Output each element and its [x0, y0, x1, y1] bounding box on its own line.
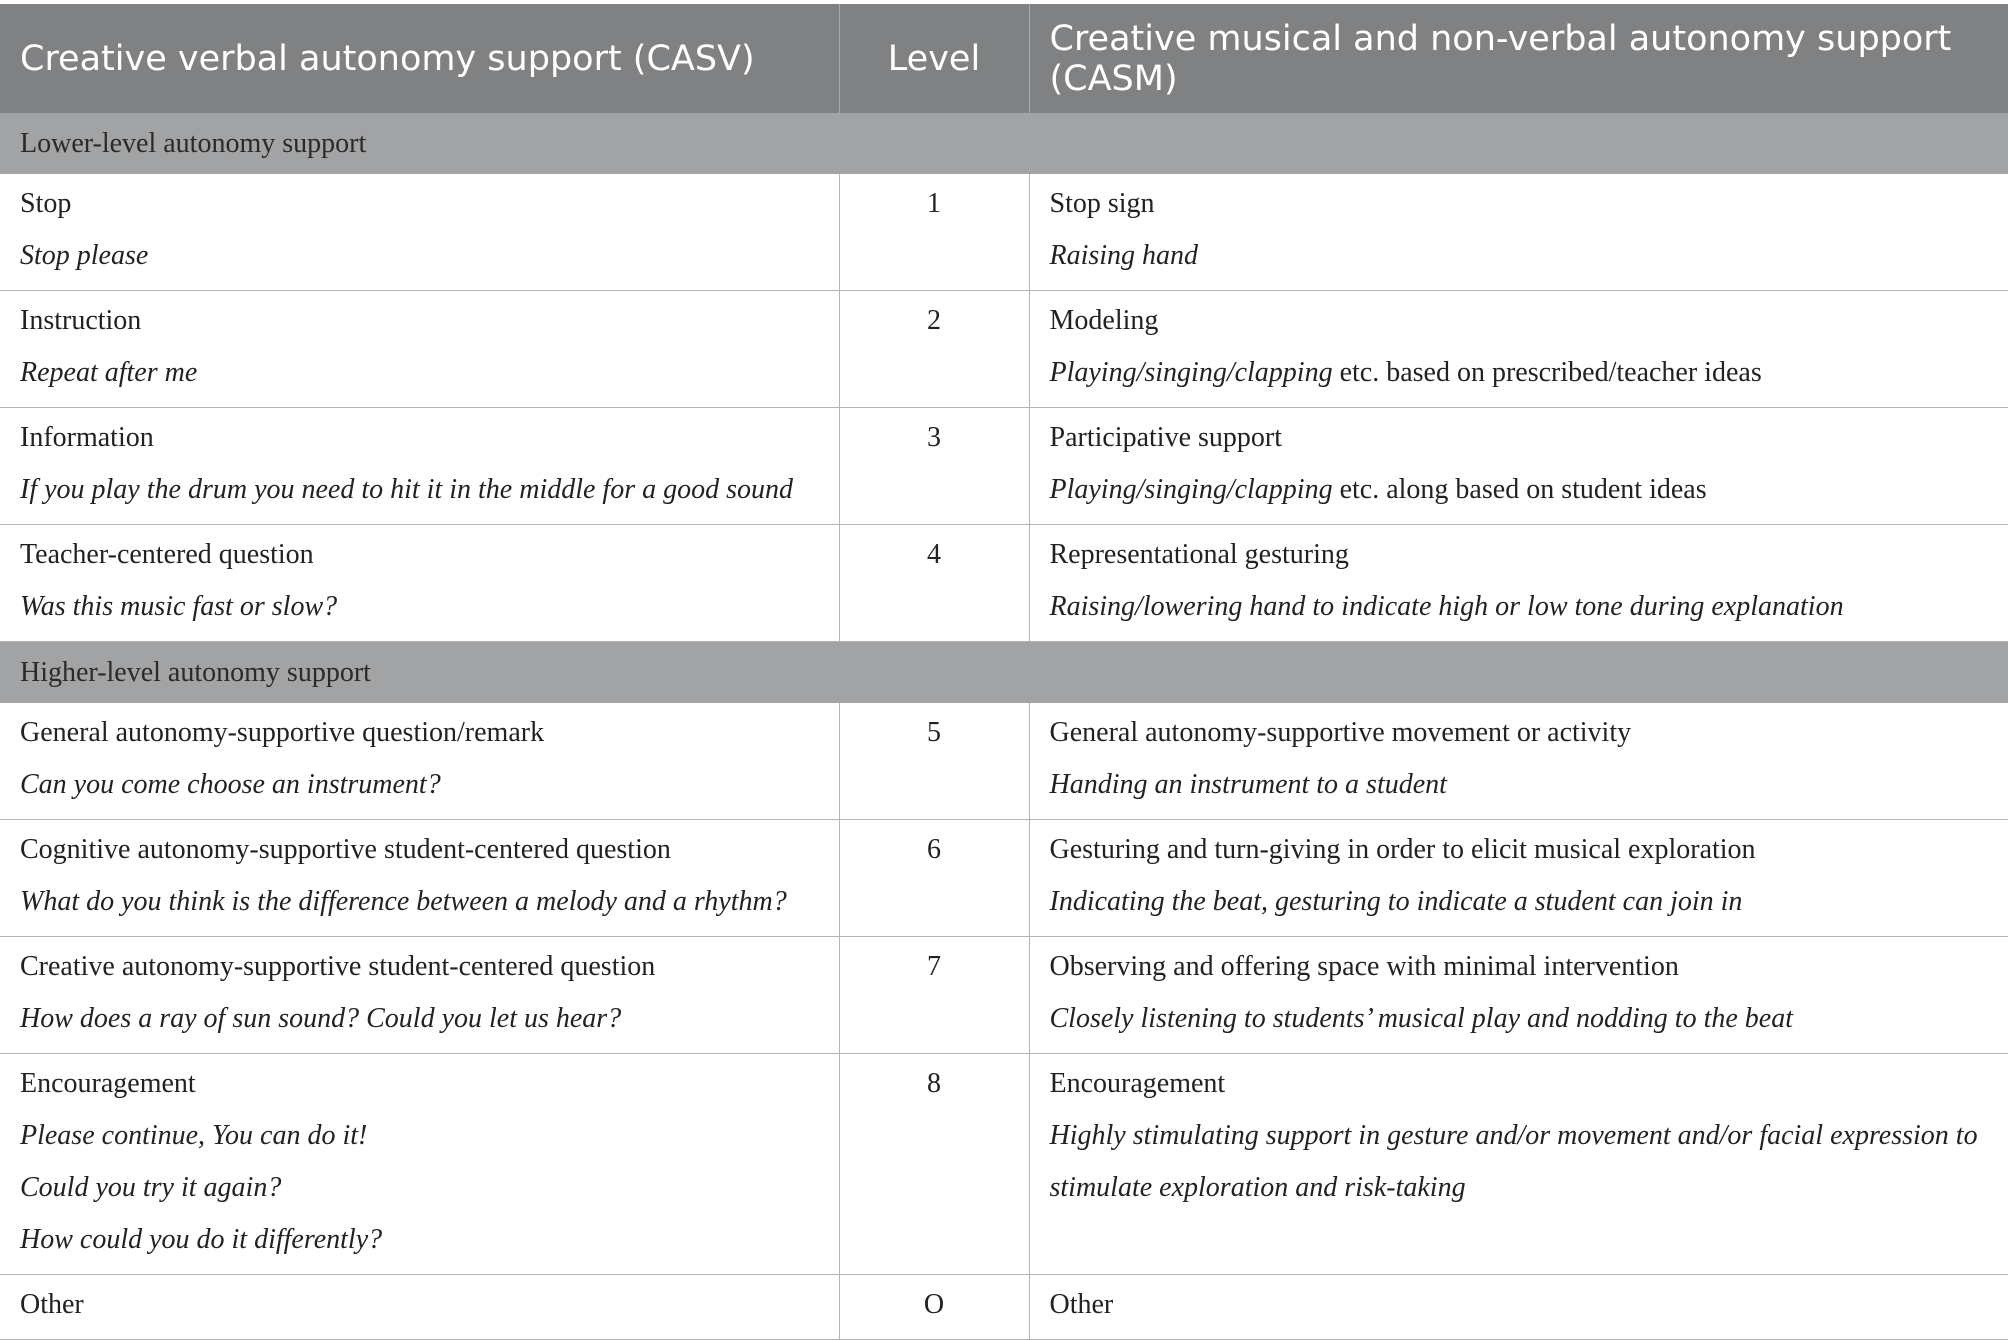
level-cell: 6	[839, 820, 1029, 937]
casm-example-italic: Playing/singing/clapping	[1049, 474, 1333, 505]
casm-example: Highly stimulating support in gesture and/or movement and/or facial expression to stimulate exploration and risk-taking	[1049, 1120, 1978, 1203]
level-cell: 8	[839, 1054, 1029, 1275]
casm-title: Encouragement	[1049, 1068, 1226, 1099]
casv-title: Encouragement	[20, 1068, 196, 1099]
casv-title: Creative autonomy-supportive student-centered question	[20, 951, 656, 982]
level-cell: 5	[839, 703, 1029, 820]
casv-title: General autonomy-supportive question/remark	[20, 717, 545, 748]
casm-cell	[1029, 174, 2008, 291]
casv-example: Was this music fast or slow?	[20, 591, 338, 622]
casm-title: Stop sign	[1049, 188, 1155, 219]
casv-cell	[0, 1275, 839, 1340]
table-row	[0, 1275, 2008, 1340]
casm-title: Gesturing and turn-giving in order to elicit musical exploration	[1049, 834, 1756, 865]
casm-title: Participative support	[1049, 422, 1283, 453]
header-casm: Creative musical and non-verbal autonomy support (CASM)	[1029, 4, 2008, 113]
casv-title: Cognitive autonomy-supportive student-centered question	[20, 834, 671, 865]
header-row	[0, 4, 2008, 113]
casm-title: Other	[1049, 1289, 1114, 1320]
casv-example: Stop please	[20, 240, 149, 271]
table-row	[0, 1054, 2008, 1275]
table-row	[0, 937, 2008, 1054]
section-row-lower	[0, 113, 2008, 174]
casm-example-italic: Playing/singing/clapping	[1049, 357, 1333, 388]
level-cell: 7	[839, 937, 1029, 1054]
casm-cell	[1029, 525, 2008, 642]
casv-cell	[0, 525, 839, 642]
casm-cell	[1029, 1054, 2008, 1275]
autonomy-support-table	[0, 4, 2008, 1340]
casm-example: Closely listening to students’ musical play and nodding to the beat	[1049, 1003, 1793, 1034]
section-label-higher: Higher-level autonomy support	[0, 642, 2008, 704]
casv-example: Repeat after me	[20, 357, 198, 388]
casv-example: How could you do it differently?	[20, 1224, 383, 1255]
casv-title: Information	[20, 422, 154, 453]
casv-cell	[0, 703, 839, 820]
casv-example: Please continue, You can do it!	[20, 1120, 368, 1151]
table-row	[0, 820, 2008, 937]
casm-cell	[1029, 820, 2008, 937]
level-cell: O	[839, 1275, 1029, 1340]
casm-example: Raising/lowering hand to indicate high or low tone during explanation	[1049, 591, 1844, 622]
casm-example: Indicating the beat, gesturing to indicate a student can join in	[1049, 886, 1743, 917]
casm-cell	[1029, 408, 2008, 525]
casm-cell	[1029, 937, 2008, 1054]
casv-cell	[0, 937, 839, 1054]
casm-cell	[1029, 703, 2008, 820]
casv-title: Instruction	[20, 305, 142, 336]
section-label-lower: Lower-level autonomy support	[0, 113, 2008, 174]
casm-title: Observing and offering space with minimal intervention	[1049, 951, 1679, 982]
casm-cell	[1029, 291, 2008, 408]
casv-cell	[0, 291, 839, 408]
table-row	[0, 291, 2008, 408]
level-cell: 4	[839, 525, 1029, 642]
casv-example: How does a ray of sun sound? Could you let us hear?	[20, 1003, 622, 1034]
table-row	[0, 525, 2008, 642]
casv-title: Stop	[20, 188, 72, 219]
casv-cell	[0, 174, 839, 291]
casm-example: Raising hand	[1049, 240, 1199, 271]
casv-cell	[0, 1054, 839, 1275]
casv-title: Other	[20, 1289, 84, 1320]
casm-title: General autonomy-supportive movement or activity	[1049, 717, 1632, 748]
table-row	[0, 703, 2008, 820]
level-cell: 3	[839, 408, 1029, 525]
casm-example	[1050, 464, 1989, 516]
casv-example: Could you try it again?	[20, 1172, 282, 1203]
casm-example-rest: etc. along based on student ideas	[1332, 474, 1707, 505]
casm-title: Modeling	[1049, 305, 1159, 336]
casv-cell	[0, 408, 839, 525]
casm-example-rest: etc. based on prescribed/teacher ideas	[1332, 357, 1762, 388]
casm-title: Representational gesturing	[1049, 539, 1349, 570]
level-cell: 1	[839, 174, 1029, 291]
header-casv: Creative verbal autonomy support (CASV)	[0, 4, 839, 113]
casv-title: Teacher-centered question	[20, 539, 314, 570]
casv-example: What do you think is the difference between a melody and a rhythm?	[20, 886, 787, 917]
casm-example	[1050, 347, 1989, 399]
casv-example: Can you come choose an instrument?	[20, 769, 441, 800]
level-cell: 2	[839, 291, 1029, 408]
table-row	[0, 174, 2008, 291]
casm-cell	[1029, 1275, 2008, 1340]
casv-example: If you play the drum you need to hit it in the middle for a good sound	[20, 474, 794, 505]
header-level: Level	[839, 4, 1029, 113]
table-row	[0, 408, 2008, 525]
section-row-higher	[0, 642, 2008, 704]
casm-example: Handing an instrument to a student	[1049, 769, 1447, 800]
casv-cell	[0, 820, 839, 937]
